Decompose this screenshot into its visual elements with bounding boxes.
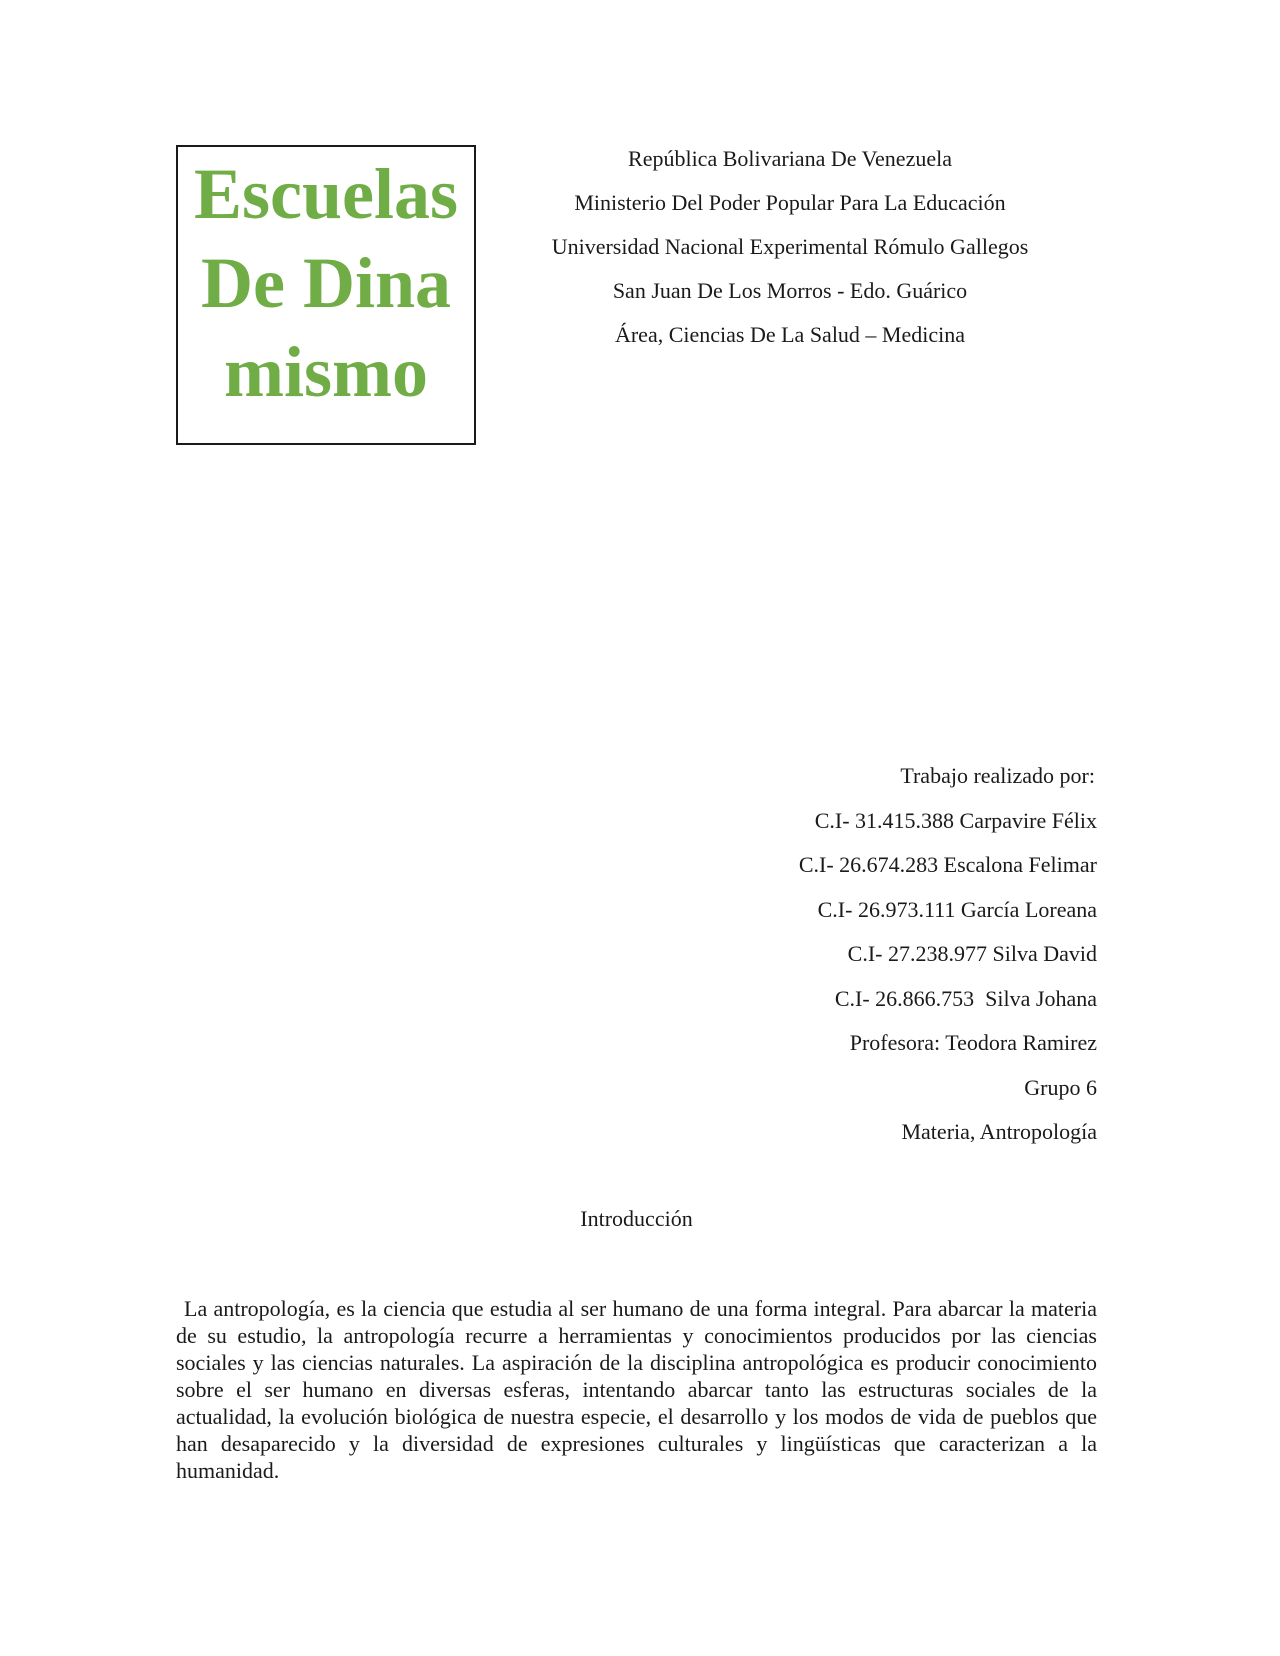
student-line: C.I- 26.674.283 Escalona Felimar — [798, 852, 1097, 877]
institution-header — [520, 143, 1060, 363]
subject-line: Materia, Antropología — [901, 1119, 1097, 1144]
student-line: C.I- 26.866.753 Silva Johana — [834, 985, 1097, 1011]
header-line-country: República Bolivariana De Venezuela — [628, 146, 952, 171]
student-line: C.I- 27.238.977 Silva David — [847, 941, 1097, 966]
header-line-location: San Juan De Los Morros - Edo. Guárico — [612, 278, 968, 303]
teacher-line: Profesora: Teodora Ramirez — [849, 1030, 1097, 1055]
header-line-area: Área, Ciencias De La Salud – Medicina — [614, 322, 966, 347]
logo-text: Escuelas De Dinamismo — [193, 154, 459, 412]
header-line-university: Universidad Nacional Experimental Rómulo Gallegos — [551, 234, 1029, 259]
credits-block — [497, 760, 1097, 1161]
student-line: C.I- 31.415.388 Carpavire Félix — [814, 807, 1097, 833]
student-line: C.I- 26.973.111 García Loreana — [817, 896, 1097, 922]
group-line: Grupo 6 — [1024, 1074, 1097, 1100]
introduction-paragraph: La antropología, es la ciencia que estudia al ser humano de una forma integral. Para abarcar la materia de su estudio, la antropología recurre a herramientas y conocimientos producidos por las ciencias sociales y las ciencias naturales. La aspiración de la disciplina antropológica es producir conocimiento sobre el ser humano en diversas esferas, intentando abarcar tanto las estructuras sociales de la actualidad, la evolución biológica de nuestra especie, el desarrollo y los modos de vida de pueblos que han desaparecido y la diversidad de expresiones culturales y lingüísticas que caracterizan a la humanidad. — [176, 1296, 1097, 1483]
introduction-title: Introducción — [580, 1206, 693, 1231]
credits-heading: Trabajo realizado por: — [900, 763, 1095, 788]
header-line-ministry: Ministerio Del Poder Popular Para La Educación — [574, 190, 1006, 215]
